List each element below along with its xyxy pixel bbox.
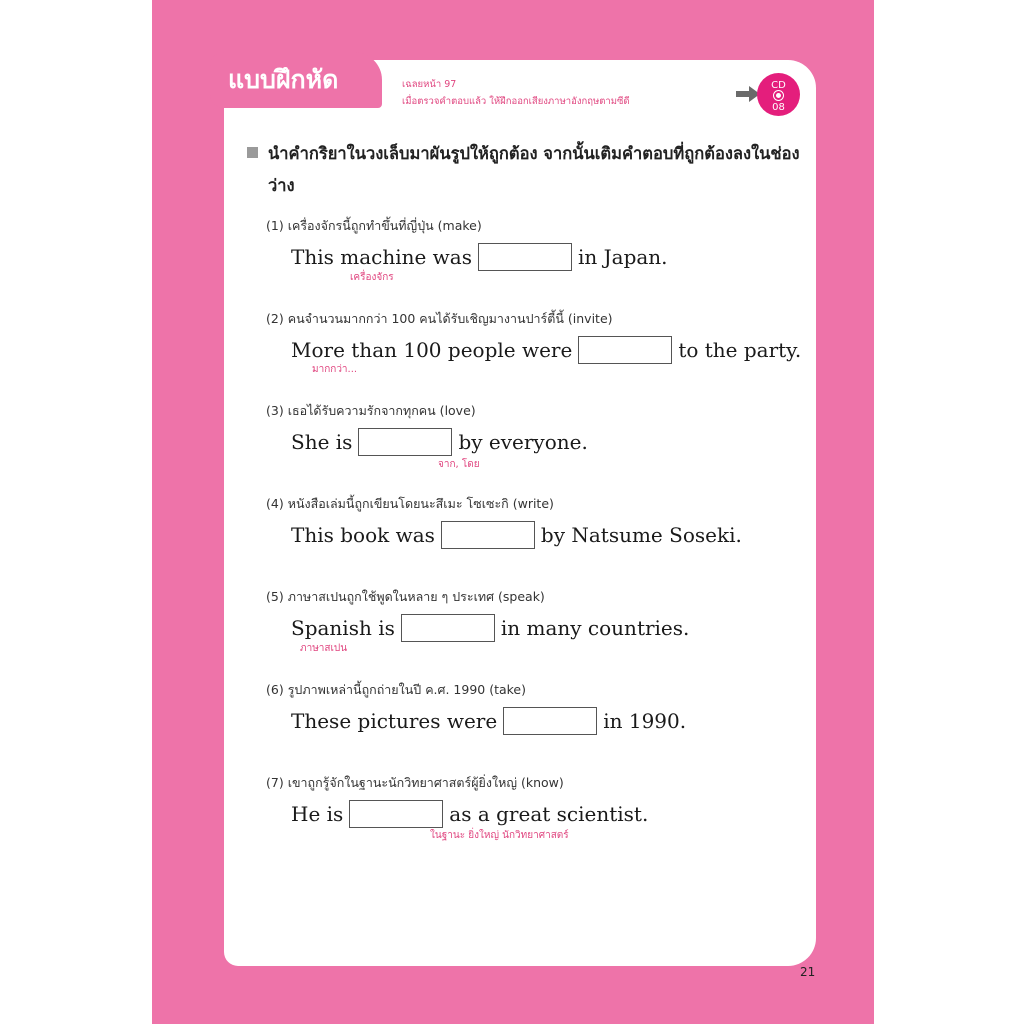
question-number: (1) [266, 218, 284, 233]
question-prompt: เขาถูกรู้จักในฐานะนักวิทยาศาสตร์ผู้ยิ่งใหญ่ (know) [287, 775, 564, 790]
sentence-before: She is [291, 430, 353, 454]
question-number: (6) [266, 682, 284, 697]
question-thai [266, 309, 613, 329]
cd-label: CD [771, 80, 786, 91]
cd-practice-note: เมื่อตรวจคำตอบแล้ว ให้ฝึกออกเสียงภาษาอังกฤษตามซีดี [402, 96, 630, 107]
sentence-before: Spanish is [291, 616, 395, 640]
vocab-note: จาก, โดย [438, 459, 480, 470]
question-thai [266, 494, 554, 514]
sentence-before: This machine was [291, 245, 472, 269]
question-number: (2) [266, 311, 284, 326]
question-number: (5) [266, 589, 284, 604]
answer-blank[interactable] [478, 243, 572, 271]
answer-note [402, 76, 630, 110]
vocab-note: ในฐานะ ยิ่งใหญ่ นักวิทยาศาสตร์ [430, 830, 569, 841]
square-bullet-icon [247, 147, 258, 158]
sentence-after: to the party. [678, 338, 802, 362]
question-thai [266, 587, 545, 607]
sentence-after: in many countries. [500, 616, 690, 640]
answer-blank[interactable] [578, 336, 672, 364]
question-prompt: เครื่องจักรนี้ถูกทำขึ้นที่ญี่ปุ่น (make) [287, 218, 482, 233]
answer-page-ref: เฉลยหน้า 97 [402, 79, 457, 90]
question-sentence [291, 521, 742, 549]
question-thai [266, 401, 476, 421]
vocab-note: เครื่องจักร [350, 272, 394, 283]
sentence-before: These pictures were [291, 709, 498, 733]
sentence-after: by Natsume Soseki. [540, 523, 742, 547]
answer-blank[interactable] [441, 521, 535, 549]
answer-blank[interactable] [401, 614, 495, 642]
cd-track: 08 [772, 102, 785, 113]
question-number: (7) [266, 775, 284, 790]
vocab-note: ภาษาสเปน [300, 643, 348, 654]
question-thai [266, 773, 564, 793]
question-prompt: หนังสือเล่มนี้ถูกเขียนโดยนะสึเมะ โซเซะกิ (write) [287, 496, 554, 511]
page-number: 21 [800, 965, 816, 979]
question-thai [266, 680, 526, 700]
question-prompt: คนจำนวนมากกว่า 100 คนได้รับเชิญมางานปาร์ตี้นี้ (invite) [287, 311, 613, 326]
question-sentence [291, 428, 588, 456]
cd-hole [774, 91, 783, 100]
question-number: (3) [266, 403, 284, 418]
question-number: (4) [266, 496, 284, 511]
question-sentence [291, 614, 689, 642]
vocab-note: มากกว่า... [312, 364, 358, 375]
question-prompt: ภาษาสเปนถูกใช้พูดในหลาย ๆ ประเทศ (speak) [287, 589, 545, 604]
sentence-before: This book was [291, 523, 435, 547]
section-title: แบบฝึกหัด [228, 65, 339, 94]
answer-blank[interactable] [503, 707, 597, 735]
sentence-before: He is [291, 802, 344, 826]
cd-disc-icon [757, 73, 800, 116]
sentence-after: in 1990. [603, 709, 687, 733]
sentence-before: More than 100 people were [291, 338, 573, 362]
answer-blank[interactable] [358, 428, 452, 456]
sentence-after: by everyone. [458, 430, 588, 454]
question-prompt: รูปภาพเหล่านี้ถูกถ่ายในปี ค.ศ. 1990 (take) [287, 682, 526, 697]
question-sentence [291, 800, 648, 828]
question-sentence [291, 243, 668, 271]
question-prompt: เธอได้รับความรักจากทุกคน (love) [287, 403, 476, 418]
question-thai [266, 216, 482, 236]
sentence-after: as a great scientist. [449, 802, 649, 826]
answer-blank[interactable] [349, 800, 443, 828]
instruction-text: นำคำกริยาในวงเล็บมาผันรูปให้ถูกต้อง จากนั้นเติมคำตอบที่ถูกต้องลงในช่องว่าง [268, 144, 800, 195]
question-sentence [291, 707, 686, 735]
question-sentence [291, 336, 801, 364]
sentence-after: in Japan. [578, 245, 668, 269]
